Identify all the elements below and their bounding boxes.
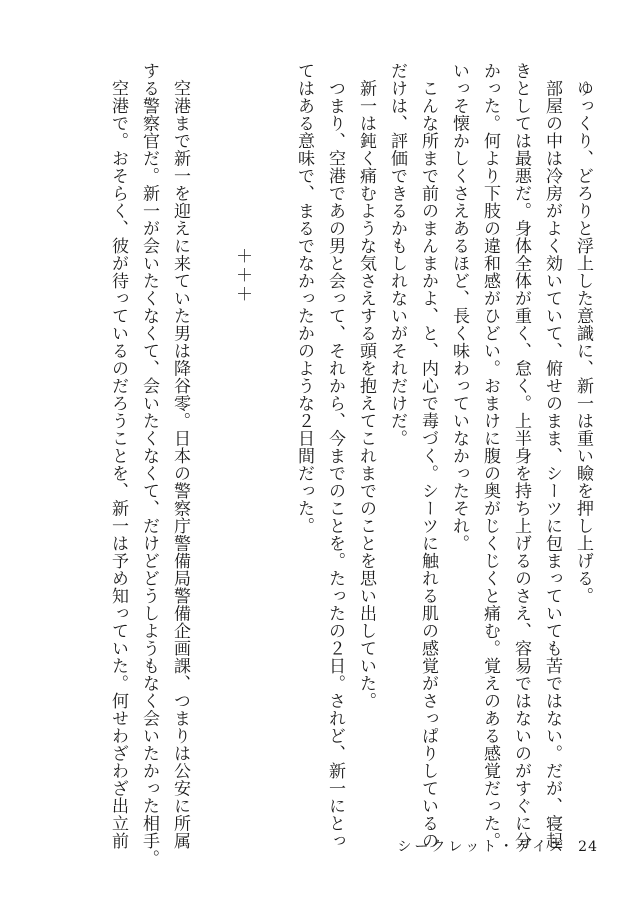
text-line: いっそ懐かしくさえあるほど、長く味わっていなかったそれ。 [449,62,469,552]
text-line: きとしては最悪だ。身体全体が重く、怠く。上半身を持ち上げるのさえ、容易ではないのがすぐに分 [511,62,531,850]
text-line: する警察官だ。新一が会いたくなくて、会いたくなくて、だけどどうしようもなく会いたかった相手。 [139,62,159,867]
running-title: シークレット・デイズ [397,839,567,855]
text-line: 部屋の中は冷房がよく効いていて、俯せのまま、シーツに包まっていても苦ではない。だが、寝起 [542,62,562,850]
page-number: 24 [578,839,598,855]
text-line: 空港で。おそらく、彼が待っているのだろうことを、新一は予め知っていた。何せわざわざ出立前 [108,62,128,850]
text-line: ゆっくり、どろりと浮上した意識に、新一は重い瞼を押し上げる。 [573,62,593,605]
section-separator: ＋＋＋ [232,247,252,304]
text-line: こんな所まで前のまんまかよ、と、内心で毒づく。シーツに触れる肌の感覚がさっぱりしているの [418,62,438,850]
text-line: かった。何より下肢の違和感がひどい。おまけに腹の奥がじくじくと痛む。覚えのある感覚だった。 [480,62,500,850]
text-line: てはある意味で、まるでなかったかのような２日間だった。 [294,62,314,535]
text-line: 空港まで新一を迎えに来ていた男は降谷零。日本の警察庁警備局警備企画課、つまりは公安に所属 [170,62,190,850]
blank-line [257,62,288,704]
text-line: 新一は鈍く痛むような気さえする頭を抱えてこれまでのことを思い出していた。 [356,62,376,710]
page-footer [397,836,598,856]
text-line: つまり、空港であの男と会って、それから、今までのことを。たったの２日。されど、新一にとっ [325,62,345,850]
blank-line [195,62,226,704]
text-line: だけは、評価できるかもしれないがそれだけだ。 [387,62,407,447]
